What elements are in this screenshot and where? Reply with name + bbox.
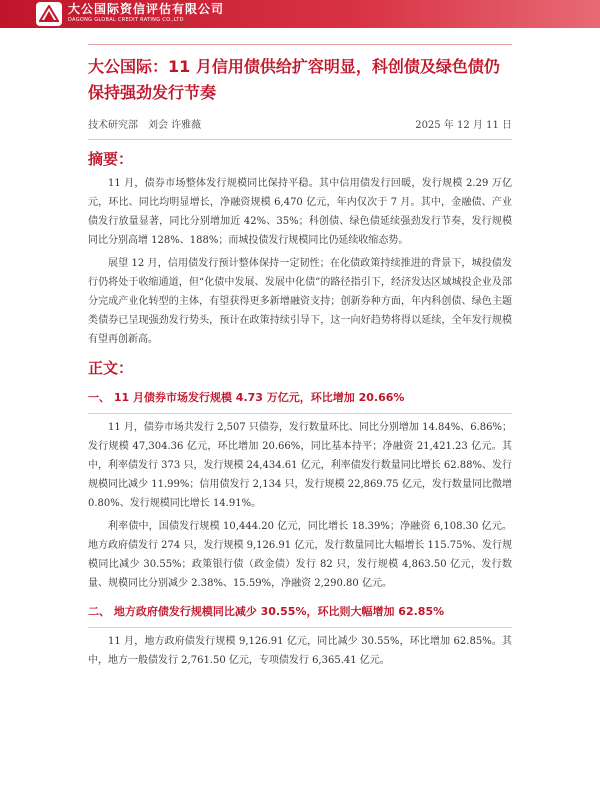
section-2-title: 二、 地方政府债发行规模同比减少 30.55%，环比则大幅增加 62.85% — [88, 605, 445, 618]
publish-date: 2025 年 12 月 11 日 — [415, 120, 512, 131]
document-title: 大公国际：11 月信用债供给扩容明显，科创债及绿色债仍保持强劲发行节奏 — [88, 57, 500, 102]
section-1-divider — [88, 413, 512, 414]
summary-heading: 摘要： — [88, 150, 134, 168]
document-meta — [88, 116, 512, 131]
document-content — [88, 54, 512, 670]
meta-divider — [88, 139, 512, 140]
body-heading: 正文： — [88, 359, 134, 377]
company-name-en: DAGONG GLOBAL CREDIT RATING CO.,LTD — [68, 17, 184, 23]
summary-paragraph-1: 11 月，债券市场整体发行规模同比保持平稳。其中信用债发行回暖，发行规模 2.29 万亿元，环比、同比均明显增长，净融资规模 6,470 亿元，年内仅次于 7 月。其中，金融债、产业债发行放量显著，同比分别增加近 42%、35%；科创债、绿色债延续强劲发行节奏，发行规模同比分别高增 128%、188%；而城投债发行规模同比仍延续收缩态势。 — [88, 178, 512, 246]
header-divider — [88, 44, 512, 45]
company-name-cn: 大公国际资信评估有限公司 — [68, 2, 225, 16]
section-1-paragraph-1: 11 月，债券市场共发行 2,507 只债券，发行数量环比、同比分别增加 14.84%、6.86%；发行规模 47,304.36 亿元，环比增加 20.66%，同比基本持平；净融资 21,421.23 亿元。其中，利率债发行 373 只，发行规模 24,434.61 亿元，利率债发行数量同比增长 62.88%、发行规模同比减少 11.99%；信用债发行 2,134 只，发行规模 22,869.75 亿元，发行数量同比微增 0.80%、发行规模同比增长 14.91%。 — [88, 422, 513, 509]
company-logo-icon — [36, 2, 62, 26]
header-band — [0, 0, 600, 28]
section-1-paragraph-2: 利率债中，国债发行规模 10,444.20 亿元，同比增长 18.39%；净融资 6,108.30 亿元。地方政府债发行 274 只，发行规模 9,126.91 亿元，发行数量同比大幅增长 115.75%、发行规模同比减少 30.55%；政策银行债（政金债）发行 82 只，发行规模 4,863.50 亿元，发行数量、规模同比分别减少 2.38%、15.59%，净融资 2,290.80 亿元。 — [88, 521, 513, 589]
summary-paragraph-2: 展望 12 月，信用债发行预计整体保持一定韧性；在化债政策持续推进的背景下，城投债发行仍将处于收缩通道，但“化债中发展、发展中化债”的路径指引下，经济发达区域城投企业及部分完成产业化转型的主体，有望获得更多新增融资支持；创新券种方面，年内科创债、绿色主题类债券已呈现强劲发行势头，预计在政策持续引导下，这一向好趋势将得以延续，全年发行规模有望再创新高。 — [88, 258, 512, 345]
company-name — [68, 2, 224, 24]
section-2-divider — [88, 627, 512, 628]
authors: 技术研究部 刘会 许雅薇 — [88, 120, 202, 131]
section-2-paragraph-1: 11 月，地方政府债发行规模 9,126.91 亿元，同比减少 30.55%，环比增加 62.85%。其中，地方一般债发行 2,761.50 亿元，专项债发行 6,365.41 亿元。 — [88, 636, 512, 666]
section-1-title: 一、 11 月债券市场发行规模 4.73 万亿元，环比增加 20.66% — [88, 391, 405, 404]
